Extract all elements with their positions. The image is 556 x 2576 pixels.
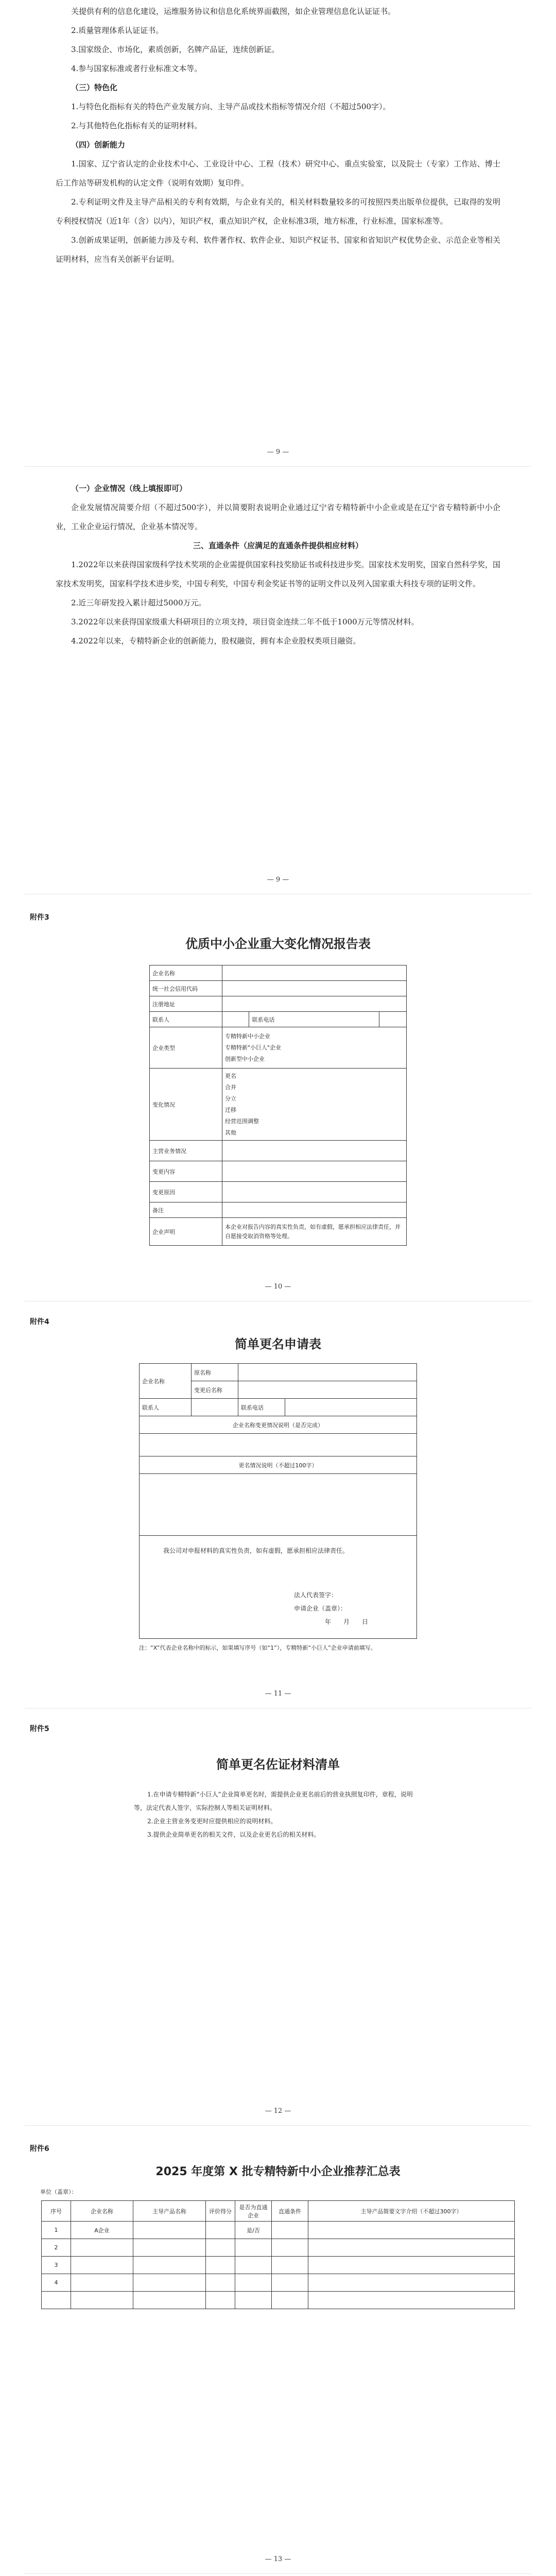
table-row [42, 2274, 515, 2292]
form-title: 简单更名申请表 [235, 1337, 321, 1351]
table-row [42, 2222, 515, 2239]
row-label: 原名称 [192, 1364, 238, 1381]
cell[interactable] [133, 2222, 206, 2239]
row-label: 联系人 [140, 1399, 192, 1416]
row-label: 备注 [150, 1202, 222, 1218]
cell[interactable] [133, 2257, 206, 2274]
list-item: 3.提供企业简单更名的相关文件，以及企业更名后的相关材料。 [147, 1831, 320, 1838]
col-header: 主导产品简要文字介绍（不超过300字） [308, 2201, 515, 2222]
page-divider [25, 466, 531, 467]
value-cell[interactable] [192, 1399, 238, 1416]
value-cell[interactable] [222, 1141, 407, 1161]
row-label: 变更原因 [150, 1182, 222, 1202]
paragraph: 3.创新成果证明，创新能力涉及专利、软件著作权、软件企业、知识产权证书、国家和省知识产权优势企业、示范企业等相关证明材料，应当有关创新平台证明。 [56, 235, 500, 264]
cell[interactable] [133, 2274, 206, 2292]
row-label: 企业声明 [150, 1218, 222, 1246]
cell[interactable] [308, 2274, 515, 2292]
row-label: 企业名称 [150, 965, 222, 981]
cell[interactable] [235, 2257, 272, 2274]
cell[interactable] [206, 2292, 235, 2309]
cell[interactable] [308, 2257, 515, 2274]
recommend-table [41, 2200, 515, 2309]
paragraph: 4.参与国家标准或者行业标准文本等。 [71, 64, 202, 73]
value-cell[interactable] [140, 1434, 417, 1456]
paragraph: 2.专利证明文件及主导产品相关的专利有效期，与企业有关的，相关材料数量较多的可按照四类出版单位提供，已取得的发明专利授权情况（近1年（含）以内），知识产权，重点知识产权，企业标准3项，地方标准，行业标准，国家标准等。 [56, 197, 500, 226]
value-cell[interactable] [222, 1161, 407, 1182]
value-cell[interactable] [222, 996, 407, 1012]
section-heading: （三）特色化 [71, 83, 118, 92]
page-divider [25, 2573, 531, 2574]
list-item: 2.企业主营业务变更时应提供相应的说明材料。 [147, 1818, 277, 1825]
section-heading: （一）企业情况（线上填报即可） [71, 484, 187, 493]
footnote: 注：“X”代表企业名称中的标示，如果填写序号（如“1”），专精特新“小巨人”企业申请前填写。 [139, 1645, 376, 1651]
cell[interactable] [235, 2274, 272, 2292]
page-number: — 9 — [267, 448, 289, 456]
cell[interactable] [71, 2257, 133, 2274]
row-label: 主营业务情况 [150, 1141, 222, 1161]
cell[interactable] [308, 2292, 515, 2309]
declaration-cell: 本企业对报告内容的真实性负责，如有虚假，愿承担相应法律责任，并自愿接受取消资格等处理。 [222, 1218, 407, 1246]
col-header: 主导产品名称 [133, 2201, 206, 2222]
table-row [42, 2257, 515, 2274]
page-number: — 11 — [265, 1690, 291, 1698]
attachment-label: 附件5 [30, 1725, 49, 1733]
value-cell[interactable] [222, 1202, 407, 1218]
row-label: 企业名称 [140, 1364, 192, 1399]
form-title: 优质中小企业重大变化情况报告表 [185, 937, 371, 951]
row-label: 变更后名称 [192, 1381, 238, 1399]
section-heading: 三、直通条件（应满足的直通条件提供相应材料） [193, 541, 363, 550]
form-title: 2025 年度第 X 批专精特新中小企业推荐汇总表 [155, 2165, 401, 2178]
paragraph: 4.2022年以来，专精特新企业的创新能力，股权融资，拥有本企业股权类项目融资。 [71, 636, 361, 646]
cell[interactable] [71, 2239, 133, 2257]
value-cell[interactable] [140, 1474, 417, 1536]
row-label: 企业类型 [150, 1027, 222, 1069]
cell[interactable] [272, 2222, 308, 2239]
declaration-text: 我公司对申报材料的真实性负责，如有虚假，愿承担相应法律责任。 [163, 1547, 349, 1554]
cell[interactable] [206, 2239, 235, 2257]
date-line: 年 月 日 [325, 1618, 369, 1625]
paragraph: 1.与特色化指标有关的特色产业发展方向、主导产品或技术指标等情况介绍（不超过500字）。 [71, 102, 391, 111]
cell[interactable] [272, 2274, 308, 2292]
cell[interactable] [235, 2239, 272, 2257]
rename-table [139, 1363, 417, 1639]
paragraph: 1.国家、辽宁省认定的企业技术中心、工业设计中心、工程（技术）研究中心、重点实验室，以及院士（专家）工作站、博士后工作站等研发机构的认定文件（说明有效期）复印件。 [56, 159, 500, 188]
value-cell[interactable] [379, 1012, 407, 1027]
row-label: 联系电话 [249, 1012, 379, 1027]
col-header: 是否为直通企业 [235, 2201, 272, 2222]
paragraph: 1.2022年以来获得国家级科学技术奖项的企业需提供国家科技奖励证书或科技进步奖。国家技术发明奖，国家自然科学奖，国家技术发明奖，国家科学技术进步奖，中国专利奖，中国专利金奖证书等的证明文件以及列入国家重大科技专项的证明文件。 [56, 560, 500, 588]
table-row [42, 2292, 515, 2309]
value-cell[interactable] [222, 981, 407, 996]
signature-line: 法人代表签字： [294, 1591, 338, 1599]
cell: 4 [42, 2274, 71, 2292]
cell[interactable] [308, 2222, 515, 2239]
cell[interactable] [71, 2274, 133, 2292]
cell: 2 [42, 2239, 71, 2257]
option-item[interactable]: 合并 [225, 1083, 236, 1091]
table-row [42, 2239, 515, 2257]
row-label: 联系电话 [238, 1399, 285, 1416]
cell[interactable] [206, 2222, 235, 2239]
attachment-label: 附件6 [30, 2145, 49, 2153]
page-number: — 13 — [265, 2555, 291, 2563]
row-label: 统一社会信用代码 [150, 981, 222, 996]
report-table [149, 965, 407, 1246]
cell[interactable] [272, 2239, 308, 2257]
page-1 [25, 0, 531, 289]
row-label: 注册地址 [150, 996, 222, 1012]
cell [42, 2292, 71, 2309]
page-2 [25, 479, 531, 768]
cell: 3 [42, 2257, 71, 2274]
section-heading: （四）创新能力 [71, 140, 126, 149]
page-number: — 12 — [265, 2107, 291, 2115]
cell[interactable] [133, 2292, 206, 2309]
cell[interactable] [206, 2274, 235, 2292]
option-item[interactable]: 分立 [225, 1095, 236, 1102]
col-header: 直通条件 [272, 2201, 308, 2222]
cell[interactable] [272, 2292, 308, 2309]
row-label: 变更内容 [150, 1161, 222, 1182]
form-title: 简单更名佐证材料清单 [216, 1757, 340, 1772]
paragraph: 3.国家级企、市场化，素质创新，名牌产品证，连续创新证。 [71, 45, 280, 54]
page-number: — 10 — [265, 1283, 291, 1291]
option-item[interactable]: 其他 [225, 1129, 236, 1136]
option-item[interactable]: 迁移 [225, 1106, 236, 1113]
attachment-5 [25, 1723, 531, 1841]
page-number: — 9 — [267, 876, 289, 884]
options-cell [222, 1027, 407, 1069]
value-cell[interactable] [222, 965, 407, 981]
paragraph: 企业发展情况简要介绍（不超过500字），并以简要附表说明企业通过辽宁省专精特新中小企业或是在辽宁省专精特新中小企业，工业企业运行情况，企业基本情况等。 [56, 503, 500, 531]
option-item[interactable]: 专精特新中小企业 [225, 1032, 270, 1040]
attachment-3 [25, 912, 531, 1246]
paragraph: 2.与其他特色化指标有关的证明材料。 [71, 121, 202, 130]
attachment-label: 附件4 [30, 1318, 49, 1326]
col-header: 评价得分 [206, 2201, 235, 2222]
attachment-6 [25, 2143, 531, 2309]
paragraph: 关提供有利的信息化建设，运维服务协议和信息化系统界面截图，如企业管理信息化认证证书。 [71, 7, 396, 16]
option-item[interactable]: 创新型中小企业 [225, 1055, 265, 1062]
cell[interactable] [133, 2239, 206, 2257]
value-cell[interactable] [238, 1381, 417, 1399]
row-label: 变化情况 [150, 1069, 222, 1141]
attachment-label: 附件3 [30, 913, 49, 922]
row-label: 联系人 [150, 1012, 222, 1027]
col-header: 企业名称 [71, 2201, 133, 2222]
value-cell[interactable] [222, 1182, 407, 1202]
paragraph: 2.近三年研发投入累计超过5000万元。 [71, 598, 206, 607]
option-item[interactable]: 专精特新"小巨人"企业 [225, 1044, 282, 1051]
option-item[interactable]: 更名 [225, 1072, 236, 1079]
row-label: 企业名称变更情况说明（是否完成） [140, 1416, 417, 1434]
declaration-cell [140, 1536, 417, 1639]
cell[interactable] [235, 2292, 272, 2309]
paragraph: 2.质量管理体系认证证书。 [71, 26, 164, 35]
value-cell[interactable] [222, 1012, 249, 1027]
options-cell [222, 1069, 407, 1141]
unit-label: 单位（盖章）： [40, 2189, 77, 2195]
attachment-4 [25, 1316, 531, 1653]
cell[interactable]: A企业 [71, 2222, 133, 2239]
value-cell[interactable] [238, 1364, 417, 1381]
paragraph: 3.2022年以来获得国家级重大科研项目的立项支持，项目资金连续二年不低于1000万元等情况材料。 [71, 617, 419, 626]
list-item: 1.在申请专精特新“小巨人”企业简单更名时，需提供企业更名前后的营业执照复印件，章程，说明等，法定代表人签字，实际控制人等相关证明材料。 [134, 1791, 413, 1811]
cell[interactable] [71, 2292, 133, 2309]
col-header: 序号 [42, 2201, 71, 2222]
signature-line: 申请企业（盖章）： [294, 1605, 347, 1612]
row-label: 更名情况说明（不超过100字） [140, 1456, 417, 1474]
cell[interactable] [308, 2239, 515, 2257]
page-divider [25, 2125, 531, 2126]
value-cell[interactable] [285, 1399, 417, 1416]
cell[interactable] [206, 2257, 235, 2274]
cell[interactable]: 是/否 [235, 2222, 272, 2239]
cell: 1 [42, 2222, 71, 2239]
cell[interactable] [272, 2257, 308, 2274]
option-item[interactable]: 经营范围调整 [225, 1117, 259, 1125]
